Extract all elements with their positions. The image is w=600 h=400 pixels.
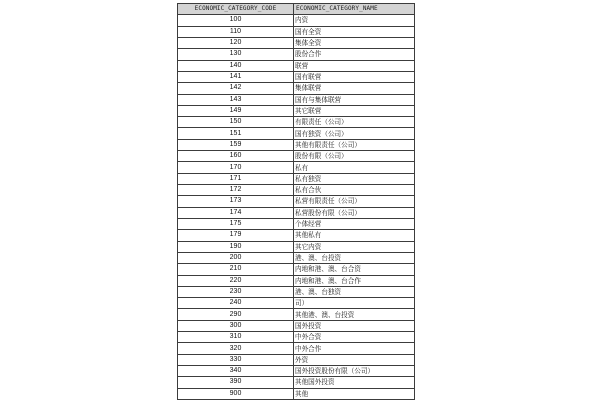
- category-name-cell[interactable]: 国有与集体联营: [294, 94, 415, 105]
- category-code-cell[interactable]: 110: [178, 26, 294, 37]
- category-name-cell[interactable]: 私有: [294, 162, 415, 173]
- table-row: [178, 388, 415, 399]
- category-name-cell[interactable]: 集体全资: [294, 37, 415, 48]
- category-code-cell[interactable]: 143: [178, 94, 294, 105]
- category-code-cell[interactable]: 100: [178, 15, 294, 26]
- category-name-cell[interactable]: 私营股份有限（公司）: [294, 207, 415, 218]
- category-name-cell[interactable]: 其他港、澳、台投资: [294, 309, 415, 320]
- category-name-cell[interactable]: 国外投资: [294, 320, 415, 331]
- table-row: [178, 196, 415, 207]
- table-row: [178, 252, 415, 263]
- table-row: [178, 354, 415, 365]
- table-row: [178, 117, 415, 128]
- table-row: [178, 162, 415, 173]
- category-name-cell[interactable]: 股份有限（公司）: [294, 151, 415, 162]
- table-row: [178, 366, 415, 377]
- category-name-cell[interactable]: 司）: [294, 298, 415, 309]
- category-code-cell[interactable]: 330: [178, 354, 294, 365]
- category-name-cell[interactable]: 中外合资: [294, 332, 415, 343]
- category-name-cell[interactable]: 国有独资（公司）: [294, 128, 415, 139]
- table-row: [178, 173, 415, 184]
- table-row: [178, 320, 415, 331]
- category-name-cell[interactable]: 其他: [294, 388, 415, 399]
- table-row: [178, 241, 415, 252]
- column-header-name[interactable]: ECONOMIC_CATEGORY_NAME: [294, 4, 415, 15]
- table-row: [178, 286, 415, 297]
- table-row: [178, 298, 415, 309]
- table-row: [178, 207, 415, 218]
- category-code-cell[interactable]: 190: [178, 241, 294, 252]
- table-row: [178, 185, 415, 196]
- category-code-cell[interactable]: 300: [178, 320, 294, 331]
- table-row: [178, 26, 415, 37]
- category-name-cell[interactable]: 国有联营: [294, 71, 415, 82]
- category-code-cell[interactable]: 174: [178, 207, 294, 218]
- table-row: [178, 343, 415, 354]
- category-code-cell[interactable]: 159: [178, 139, 294, 150]
- table-row: [178, 275, 415, 286]
- table-row: [178, 37, 415, 48]
- category-code-cell[interactable]: 160: [178, 151, 294, 162]
- category-code-cell[interactable]: 210: [178, 264, 294, 275]
- category-name-cell[interactable]: 国有全资: [294, 26, 415, 37]
- category-name-cell[interactable]: 个体经营: [294, 218, 415, 229]
- category-name-cell[interactable]: 其他私有: [294, 230, 415, 241]
- table-row: [178, 230, 415, 241]
- table-row: [178, 128, 415, 139]
- category-name-cell[interactable]: 其它联营: [294, 105, 415, 116]
- category-code-cell[interactable]: 240: [178, 298, 294, 309]
- category-code-cell[interactable]: 149: [178, 105, 294, 116]
- category-code-cell[interactable]: 230: [178, 286, 294, 297]
- category-name-cell[interactable]: 内地和港、澳、台合资: [294, 264, 415, 275]
- category-name-cell[interactable]: 其他有限责任（公司）: [294, 139, 415, 150]
- table-row: [178, 309, 415, 320]
- category-name-cell[interactable]: 集体联营: [294, 83, 415, 94]
- header-row: [178, 4, 415, 15]
- category-code-cell[interactable]: 151: [178, 128, 294, 139]
- category-code-cell[interactable]: 900: [178, 388, 294, 399]
- category-name-cell[interactable]: 港、澳、台投资: [294, 252, 415, 263]
- table-row: [178, 83, 415, 94]
- category-code-cell[interactable]: 172: [178, 185, 294, 196]
- category-code-cell[interactable]: 130: [178, 49, 294, 60]
- category-name-cell[interactable]: 联营: [294, 60, 415, 71]
- category-name-cell[interactable]: 港、澳、台独资: [294, 286, 415, 297]
- table-row: [178, 105, 415, 116]
- category-code-cell[interactable]: 340: [178, 366, 294, 377]
- category-code-cell[interactable]: 390: [178, 377, 294, 388]
- category-name-cell[interactable]: 其他国外投资: [294, 377, 415, 388]
- table-row: [178, 332, 415, 343]
- table-row: [178, 264, 415, 275]
- category-name-cell[interactable]: 股份合作: [294, 49, 415, 60]
- category-name-cell[interactable]: 中外合作: [294, 343, 415, 354]
- category-code-cell[interactable]: 320: [178, 343, 294, 354]
- category-name-cell[interactable]: 国外投资股份有限（公司）: [294, 366, 415, 377]
- table-row: [178, 60, 415, 71]
- table-row: [178, 377, 415, 388]
- category-name-cell[interactable]: 有限责任（公司）: [294, 117, 415, 128]
- category-code-cell[interactable]: 220: [178, 275, 294, 286]
- category-code-cell[interactable]: 171: [178, 173, 294, 184]
- category-code-cell[interactable]: 120: [178, 37, 294, 48]
- category-code-cell[interactable]: 170: [178, 162, 294, 173]
- category-code-cell[interactable]: 173: [178, 196, 294, 207]
- category-code-cell[interactable]: 142: [178, 83, 294, 94]
- category-name-cell[interactable]: 外资: [294, 354, 415, 365]
- table-row: [178, 15, 415, 26]
- table-row: [178, 218, 415, 229]
- table-row: [178, 94, 415, 105]
- category-name-cell[interactable]: 私有合伙: [294, 185, 415, 196]
- table-row: [178, 151, 415, 162]
- category-code-cell[interactable]: 150: [178, 117, 294, 128]
- category-name-cell[interactable]: 其它内资: [294, 241, 415, 252]
- category-name-cell[interactable]: 私有独资: [294, 173, 415, 184]
- table-row: [178, 49, 415, 60]
- column-header-code[interactable]: ECONOMIC_CATEGORY_CODE: [178, 4, 294, 15]
- category-code-cell[interactable]: 179: [178, 230, 294, 241]
- category-code-cell[interactable]: 140: [178, 60, 294, 71]
- category-code-cell[interactable]: 310: [178, 332, 294, 343]
- category-name-cell[interactable]: 私营有限责任（公司）: [294, 196, 415, 207]
- category-name-cell[interactable]: 内资: [294, 15, 415, 26]
- table-row: [178, 71, 415, 82]
- table-row: [178, 139, 415, 150]
- category-name-cell[interactable]: 内地和港、澳、台合作: [294, 275, 415, 286]
- category-code-cell[interactable]: 200: [178, 252, 294, 263]
- category-code-cell[interactable]: 175: [178, 218, 294, 229]
- category-code-cell[interactable]: 141: [178, 71, 294, 82]
- category-code-cell[interactable]: 290: [178, 309, 294, 320]
- economic-category-table: [177, 3, 415, 400]
